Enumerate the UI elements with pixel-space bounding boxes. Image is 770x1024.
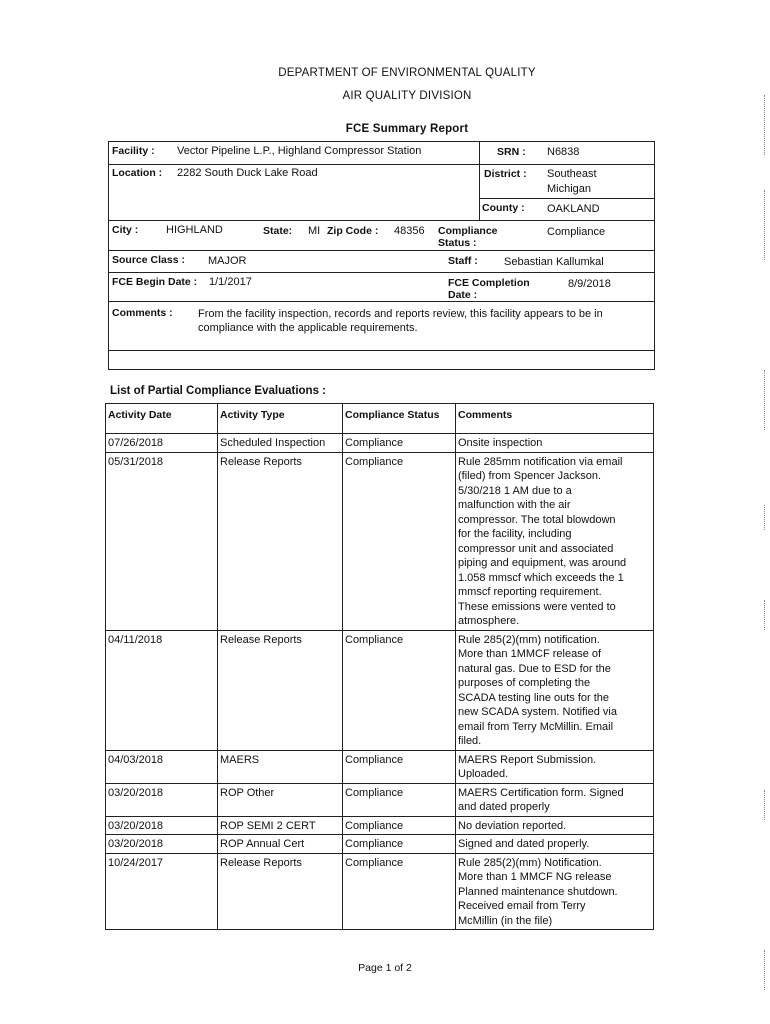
comment-line: and dated properly [458, 801, 550, 813]
comment-line: email from Terry McMillin. Email [458, 720, 614, 733]
comment-line: mmscf reporting requirement. [458, 586, 602, 598]
zip-value: 48356 [394, 225, 425, 237]
table-header-row [106, 404, 654, 434]
activity-date-cell: 05/31/2018 [106, 452, 218, 630]
comment-line: 5/30/218 1 AM due to a [458, 484, 572, 497]
comment-line: Planned maintenance shutdown. [458, 885, 618, 898]
comment-line: SCADA testing line outs for the [458, 691, 610, 704]
compliance-status-cell: Compliance [343, 630, 456, 750]
table-row [106, 816, 654, 835]
activity-type-cell: Release Reports [218, 630, 343, 750]
comment-line: These emissions were vented to [458, 600, 616, 613]
table-row [106, 630, 654, 750]
comments-text: From the facility inspection, records and reports review, this facility appears to be in [198, 308, 603, 320]
scan-mark [764, 95, 765, 155]
comment-line: (filed) from Spencer Jackson. [458, 470, 602, 482]
divider [108, 250, 655, 251]
comment-line: filed. [458, 735, 482, 747]
comments-cell [456, 452, 654, 630]
activity-date-cell: 03/20/2018 [106, 816, 218, 835]
scan-mark [764, 190, 765, 260]
comments-cell [456, 835, 654, 854]
comments-label: Comments : [112, 307, 173, 319]
comment-line: Uploaded. [458, 768, 509, 780]
completion-date-value: 8/9/2018 [568, 278, 611, 290]
comments-cell [456, 853, 654, 930]
activity-type-cell: ROP SEMI 2 CERT [218, 816, 343, 835]
compliance-status-cell: Compliance [343, 452, 456, 630]
comment-line: More than 1MMCF release of [458, 648, 602, 660]
district-value-line2: Michigan [547, 183, 592, 195]
department-heading: DEPARTMENT OF ENVIRONMENTAL QUALITY [278, 67, 536, 79]
comment-line: McMillin (in the file) [458, 914, 553, 927]
divider [479, 141, 480, 220]
scan-mark [764, 600, 765, 630]
comment-line: No deviation reported. [458, 819, 567, 832]
activity-type-cell: Release Reports [218, 853, 343, 930]
county-value: OAKLAND [547, 203, 600, 215]
table-row [106, 835, 654, 854]
facility-value: Vector Pipeline L.P., Highland Compressor Station [177, 145, 422, 157]
activity-type-cell: Scheduled Inspection [218, 434, 343, 453]
compliance-status-cell: Compliance [343, 750, 456, 783]
table-row [106, 434, 654, 453]
compliance-status-cell: Compliance [343, 816, 456, 835]
table-row [106, 750, 654, 783]
evaluations-table [105, 403, 654, 930]
activity-type-cell: MAERS [218, 750, 343, 783]
scan-mark [764, 950, 765, 990]
scan-mark [764, 370, 765, 430]
comment-line: Signed and dated properly. [458, 838, 590, 850]
compliance-status-value: Compliance [547, 226, 606, 238]
location-label: Location : [112, 167, 163, 179]
compliance-status-cell: Compliance [343, 434, 456, 453]
district-value: Southeast [547, 168, 597, 180]
comment-line: compressor. The total blowdown [458, 513, 616, 526]
srn-label: SRN : [497, 146, 526, 158]
begin-date-value: 1/1/2017 [209, 276, 252, 288]
activity-date-cell: 03/20/2018 [106, 835, 218, 854]
comment-line: More than 1 MMCF NG release [458, 871, 612, 883]
srn-value: N6838 [547, 146, 580, 158]
comment-line: piping and equipment, was around [458, 557, 627, 569]
divider [108, 350, 655, 351]
comments-cell [456, 750, 654, 783]
table-row [106, 452, 654, 630]
location-value: 2282 South Duck Lake Road [177, 167, 318, 179]
comment-line: malfunction with the air [458, 499, 571, 511]
divider [479, 198, 655, 199]
comment-line: Rule 285(2)(mm) notification. [458, 633, 600, 646]
column-header: Compliance Status [343, 404, 456, 434]
column-header: Activity Date [106, 404, 218, 434]
table-row [106, 853, 654, 930]
source-class-value: MAJOR [208, 255, 247, 267]
compliance-status-label-line2: Status : [438, 237, 477, 249]
comment-line: Received email from Terry [458, 900, 586, 912]
activity-type-cell: ROP Other [218, 783, 343, 816]
comment-line: 1.058 mmscf which exceeds the 1 [458, 571, 624, 584]
column-header: Activity Type [218, 404, 343, 434]
facility-label: Facility : [112, 145, 155, 157]
table-row [106, 783, 654, 816]
divider [108, 272, 655, 273]
activity-type-cell: ROP Annual Cert [218, 835, 343, 854]
staff-label: Staff : [448, 255, 478, 267]
comments-text-line2: compliance with the applicable requirements. [198, 322, 418, 334]
completion-date-label-line2: Date : [448, 289, 478, 301]
compliance-status-cell: Compliance [343, 853, 456, 930]
comment-line: atmosphere. [458, 615, 520, 627]
comment-line: Onsite inspection [458, 437, 543, 449]
divider [108, 164, 655, 165]
staff-value: Sebastian Kallumkal [504, 256, 604, 268]
comment-line: for the facility, including [458, 528, 572, 540]
activity-date-cell: 04/11/2018 [106, 630, 218, 750]
scan-mark [764, 790, 765, 820]
compliance-status-cell: Compliance [343, 835, 456, 854]
comments-cell [456, 630, 654, 750]
comment-line: MAERS Report Submission. [458, 753, 597, 766]
comment-line: Rule 285(2)(mm) Notification. [458, 856, 602, 869]
compliance-status-label: Compliance [438, 225, 498, 237]
compliance-status-cell: Compliance [343, 783, 456, 816]
page-number: Page 1 of 2 [358, 962, 412, 974]
evaluations-title: List of Partial Compliance Evaluations : [110, 385, 326, 397]
activity-date-cell: 03/20/2018 [106, 783, 218, 816]
zip-label: Zip Code : [327, 225, 379, 237]
state-label: State: [263, 225, 293, 237]
comment-line: compressor unit and associated [458, 542, 614, 555]
activity-date-cell: 04/03/2018 [106, 750, 218, 783]
divider [108, 301, 655, 302]
comment-line: MAERS Certification form. Signed [458, 786, 624, 799]
scan-mark [764, 505, 765, 530]
city-label: City : [112, 224, 139, 236]
comments-cell [456, 434, 654, 453]
comments-cell [456, 816, 654, 835]
comment-line: purposes of completing the [458, 677, 591, 689]
city-value: HIGHLAND [166, 224, 223, 236]
division-heading: AIR QUALITY DIVISION [342, 90, 472, 102]
activity-type-cell: Release Reports [218, 452, 343, 630]
activity-date-cell: 07/26/2018 [106, 434, 218, 453]
district-label: District : [484, 168, 527, 180]
comment-line: Rule 285mm notification via email [458, 455, 623, 468]
comments-cell [456, 783, 654, 816]
begin-date-label: FCE Begin Date : [112, 276, 198, 288]
divider [108, 220, 655, 221]
source-class-label: Source Class : [112, 254, 185, 266]
column-header: Comments [456, 404, 654, 434]
county-label: County : [482, 202, 525, 214]
completion-date-label: FCE Completion [448, 277, 530, 289]
comment-line: new SCADA system. Notified via [458, 706, 617, 718]
state-value: MI [308, 225, 321, 237]
report-title: FCE Summary Report [345, 123, 469, 135]
activity-date-cell: 10/24/2017 [106, 853, 218, 930]
comment-line: natural gas. Due to ESD for the [458, 662, 611, 675]
